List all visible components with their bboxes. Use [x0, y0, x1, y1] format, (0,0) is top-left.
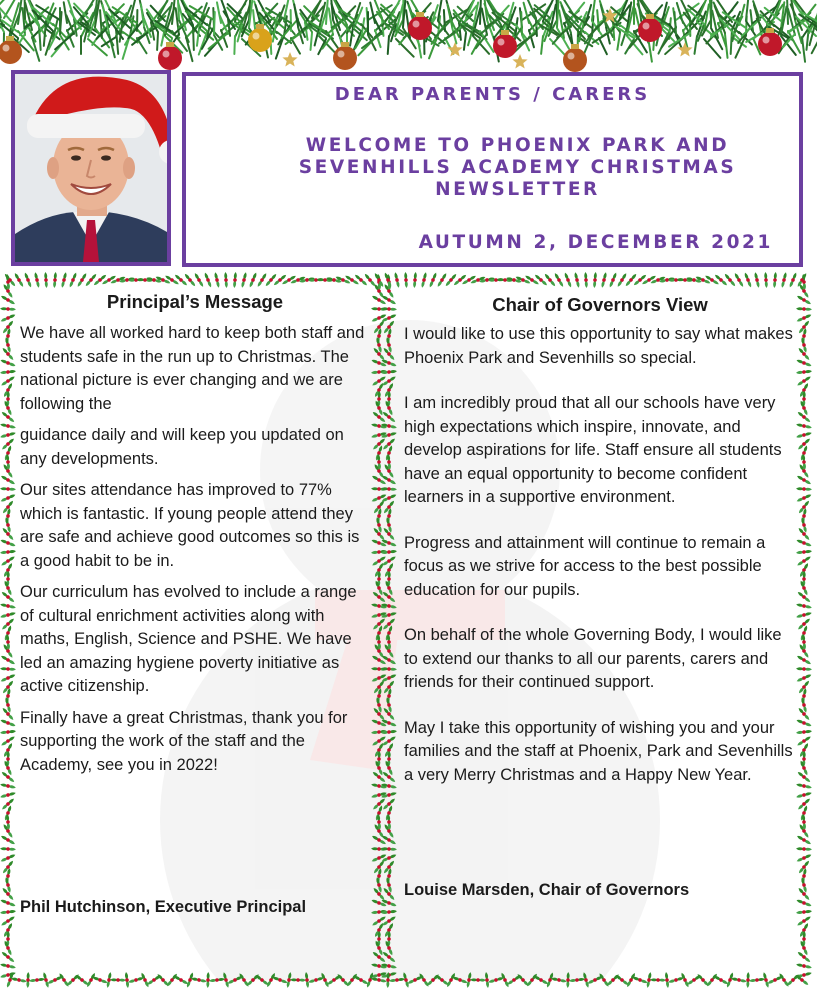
pine-garland-icon	[0, 0, 817, 78]
star-icon	[447, 42, 462, 57]
governors-view	[404, 293, 796, 899]
principal-paragraph: Finally have a great Christmas, thank you for supporting the work of the staff and the Academy, see you in 2022!	[20, 708, 348, 774]
newsletter-title	[256, 135, 779, 201]
governors-paragraph: I would like to use this opportunity to say what makes Phoenix Park and Sevenhills so special.	[404, 325, 793, 367]
governors-paragraph: I am incredibly proud that all our schools have very high expectations which inspire, innovate, and develop aspirations for life. Staff ensure all students have an equal opportunity to become confident learners in a supportive environment.	[404, 394, 782, 506]
governors-signature: Louise Marsden, Chair of Governors	[404, 881, 690, 899]
governors-paragraph: May I take this opportunity of wishing you and your families and the staff at Phoenix, Park and Sevenhills a very Merry Christmas and a Happy New Year.	[404, 718, 793, 784]
principal-message	[20, 290, 370, 916]
principal-message-title: Principal’s Message	[106, 291, 284, 312]
governors-view-title: Chair of Governors View	[492, 294, 708, 315]
principal-photo	[11, 70, 171, 266]
governors-paragraph: On behalf of the whole Governing Body, I would like to extend our thanks to all our parents, carers and friends for their continued support.	[404, 626, 782, 691]
term-date: AUTUMN 2, DECEMBER 2021	[418, 232, 773, 253]
title-line-3: NEWSLETTER	[435, 179, 600, 200]
principal-paragraph: Our sites attendance has improved to 77% which is fantastic. If young people attend they are safe and achieve good outcomes so this is a good habit to be in.	[20, 481, 360, 570]
star-icon	[512, 54, 527, 69]
greeting-heading: DEAR PARENTS / CARERS	[334, 84, 651, 105]
governors-paragraph: Progress and attainment will continue to remain a focus as we strive for access to the best possible education for our pupils.	[404, 533, 766, 599]
principal-signature: Phil Hutchinson, Executive Principal	[20, 898, 307, 916]
principal-paragraph: Our curriculum has evolved to include a range of cultural enrichment activities along with maths, English, Science and PSHE. We have led an amazing hygiene poverty initiative as active citizenship.	[20, 583, 357, 695]
principal-paragraph: We have all worked hard to keep both staff and students safe in the run up to Christmas. The national picture is ever changing and we are following the	[20, 324, 365, 413]
bauble-icon	[563, 44, 587, 72]
star-icon	[282, 52, 297, 67]
title-line-2: SEVENHILLS ACADEMY CHRISTMAS	[298, 157, 737, 178]
newsletter-header	[182, 72, 803, 267]
title-line-1: WELCOME TO PHOENIX PARK AND	[305, 135, 730, 156]
principal-paragraph: guidance daily and will keep you updated on any developments.	[20, 426, 344, 468]
